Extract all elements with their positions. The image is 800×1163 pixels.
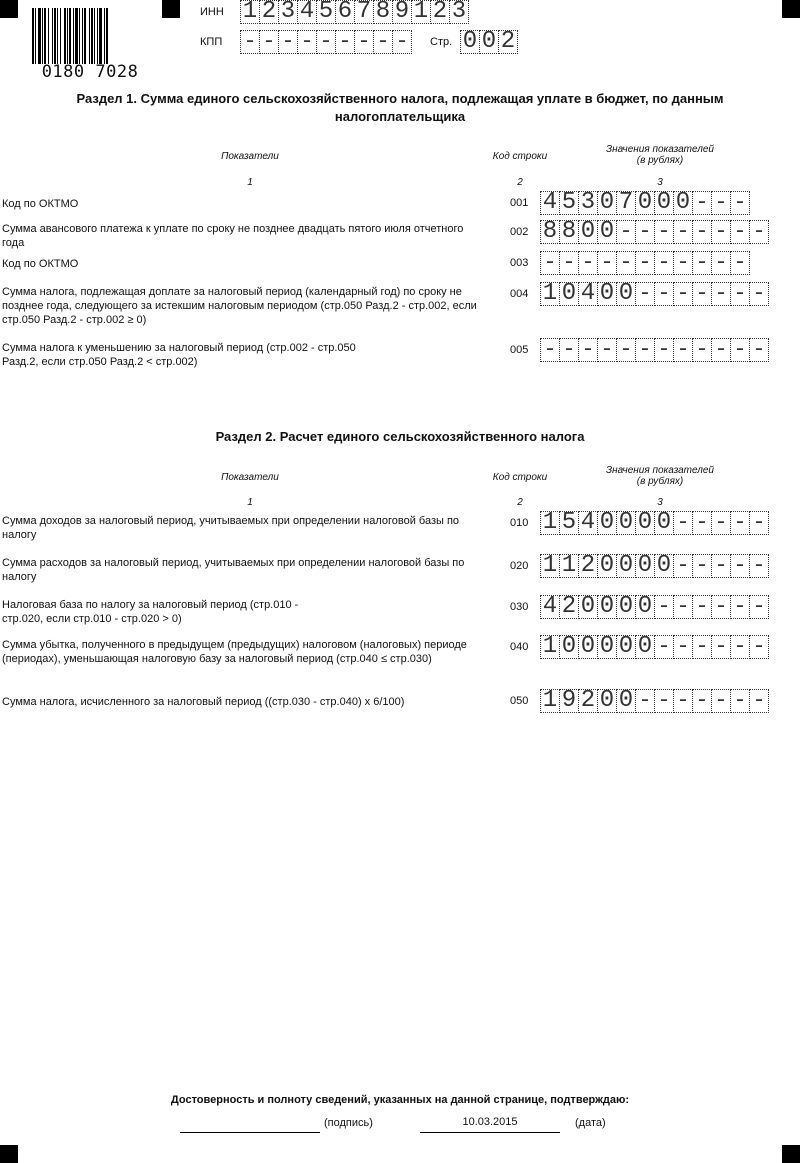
date-line	[420, 1132, 560, 1133]
input-cell[interactable]: 0	[597, 511, 617, 535]
input-cell[interactable]: 3	[278, 0, 298, 24]
section2-row-030-desc: Налоговая база по налогу за налоговый период (стр.010 - стр.020, если стр.010 - стр.020 > 0)	[2, 599, 299, 625]
input-cell[interactable]: -	[673, 251, 693, 275]
input-cell[interactable]: -	[711, 220, 731, 244]
input-cell[interactable]: 8	[559, 220, 579, 244]
corner-marker-bottom-left	[0, 1145, 18, 1163]
input-cell[interactable]: 2	[559, 595, 579, 619]
input-cell[interactable]: -	[692, 689, 712, 713]
input-cell[interactable]: 9	[392, 0, 412, 24]
section1-row-004-code: 004	[510, 288, 529, 300]
input-cell[interactable]: -	[749, 635, 769, 659]
section2-col-indicators: Показатели	[221, 472, 279, 483]
section2-row-040-desc: Сумма убытка, полученного в предыдущем (предыдущих) налоговом (налоговых) периоде (периодах), уменьшающая налоговую базу за налоговый период (стр.040 ≤ стр.030)	[2, 639, 467, 665]
section1-col-values-line2: (в рублях)	[636, 155, 684, 166]
input-cell[interactable]: -	[259, 30, 279, 54]
barcode-image	[32, 8, 150, 64]
input-cell[interactable]: -	[730, 251, 750, 275]
input-cell[interactable]: -	[673, 689, 693, 713]
input-cell[interactable]: 0	[635, 511, 655, 535]
section2-col-values	[580, 465, 740, 487]
input-cell[interactable]: -	[354, 30, 374, 54]
input-cell[interactable]: 2	[259, 0, 279, 24]
input-cell[interactable]: 0	[616, 689, 636, 713]
page-label: Стр.	[430, 36, 453, 48]
input-cell[interactable]: 0	[616, 554, 636, 578]
section2-col-code: Код строки	[492, 472, 548, 483]
input-cell[interactable]: -	[654, 282, 674, 306]
input-cell[interactable]: 0	[654, 511, 674, 535]
input-cell[interactable]: -	[730, 511, 750, 535]
input-cell[interactable]: 0	[616, 282, 636, 306]
input-cell[interactable]: 4	[578, 511, 598, 535]
input-cell[interactable]: 3	[578, 191, 598, 215]
input-cell[interactable]: -	[749, 220, 769, 244]
section1-col-code: Код строки	[492, 151, 548, 162]
input-cell[interactable]: -	[692, 282, 712, 306]
input-cell[interactable]: 2	[578, 689, 598, 713]
corner-marker-bottom-right	[782, 1145, 800, 1163]
section2-row-020-code: 020	[510, 560, 529, 572]
input-cell[interactable]: -	[692, 251, 712, 275]
input-cell[interactable]: 9	[559, 689, 579, 713]
section1-title-line1: Раздел 1. Сумма единого сельскохозяйственного налога, подлежащая уплате в бюджет, по данным	[76, 91, 724, 106]
input-cell[interactable]: -	[578, 338, 598, 362]
section1-col-num2: 2	[517, 177, 523, 188]
inn-label: ИНН	[200, 6, 224, 18]
input-cell[interactable]: -	[278, 30, 298, 54]
section1-row-002-code: 002	[510, 226, 529, 238]
input-cell[interactable]: -	[711, 554, 731, 578]
input-cell[interactable]: 0	[597, 191, 617, 215]
footer-confirm-text: Достоверность и полноту сведений, указанных на данной странице, подтверждаю:	[170, 1094, 630, 1106]
input-cell[interactable]: 0	[673, 191, 693, 215]
input-cell[interactable]: 1	[540, 554, 560, 578]
section1-row-002-desc: Сумма авансового платежа к уплате по сроку не позднее двадцать пятого июля отчетного года	[2, 223, 464, 249]
input-cell[interactable]: 4	[578, 282, 598, 306]
section1-row-001-code: 001	[510, 197, 529, 209]
kpp-field[interactable]	[240, 30, 411, 54]
date-label: (дата)	[575, 1117, 606, 1129]
input-cell[interactable]: 0	[559, 282, 579, 306]
section2-col-num1: 1	[247, 497, 253, 508]
input-cell[interactable]: -	[730, 689, 750, 713]
input-cell[interactable]: 1	[411, 0, 431, 24]
input-cell[interactable]: 0	[597, 635, 617, 659]
section2-row-020-value[interactable]	[540, 554, 768, 578]
input-cell[interactable]: -	[616, 251, 636, 275]
inn-field[interactable]	[240, 0, 468, 24]
section2-row-050-desc: Сумма налога, исчисленного за налоговый период ((стр.030 - стр.040) x 6/100)	[2, 696, 405, 708]
input-cell[interactable]: -	[616, 220, 636, 244]
input-cell[interactable]: -	[711, 635, 731, 659]
corner-marker-top-right	[782, 0, 800, 18]
corner-marker-top-mid	[162, 0, 180, 18]
input-cell[interactable]: 2	[578, 554, 598, 578]
input-cell[interactable]: -	[597, 251, 617, 275]
section2-row-030-code: 030	[510, 601, 529, 613]
input-cell[interactable]: 4	[297, 0, 317, 24]
input-cell[interactable]: -	[711, 191, 731, 215]
input-cell[interactable]: 0	[559, 635, 579, 659]
section2-row-030-value[interactable]	[540, 595, 768, 619]
input-cell[interactable]: -	[711, 251, 731, 275]
input-cell[interactable]: -	[654, 338, 674, 362]
input-cell[interactable]: 2	[430, 0, 450, 24]
section1-row-003-code: 003	[510, 257, 529, 269]
input-cell[interactable]: -	[654, 220, 674, 244]
input-cell[interactable]: -	[635, 251, 655, 275]
input-cell[interactable]: -	[673, 635, 693, 659]
input-cell[interactable]: 6	[335, 0, 355, 24]
input-cell[interactable]: -	[578, 251, 598, 275]
input-cell[interactable]: 0	[479, 30, 499, 54]
input-cell[interactable]: -	[540, 251, 560, 275]
section1-col-values	[580, 144, 740, 166]
input-cell[interactable]: 8	[540, 220, 560, 244]
input-cell[interactable]: -	[730, 191, 750, 215]
input-cell[interactable]: -	[711, 511, 731, 535]
date-value[interactable]: 10.03.2015	[462, 1116, 518, 1128]
section1-col-indicators: Показатели	[221, 151, 279, 162]
signature-line[interactable]	[180, 1132, 320, 1133]
input-cell[interactable]: -	[673, 595, 693, 619]
input-cell[interactable]: -	[730, 220, 750, 244]
section1-row-004-value[interactable]	[540, 282, 768, 306]
section2-row-050-value[interactable]	[540, 689, 768, 713]
input-cell[interactable]: 0	[616, 635, 636, 659]
section1-col-num3: 3	[657, 177, 663, 188]
input-cell[interactable]: -	[692, 554, 712, 578]
input-cell[interactable]: 0	[654, 191, 674, 215]
section2-row-010-code: 010	[510, 517, 529, 529]
input-cell[interactable]: 0	[597, 554, 617, 578]
section1-row-005-code: 005	[510, 344, 529, 356]
input-cell[interactable]: -	[616, 338, 636, 362]
input-cell[interactable]: -	[240, 30, 260, 54]
input-cell[interactable]: -	[692, 511, 712, 535]
input-cell[interactable]: -	[692, 191, 712, 215]
input-cell[interactable]: -	[711, 595, 731, 619]
input-cell[interactable]: -	[692, 220, 712, 244]
section1-title-line2: налогоплательщика	[334, 109, 466, 124]
section2-col-num3: 3	[657, 497, 663, 508]
section1-col-num1: 1	[247, 177, 253, 188]
section2-col-num2: 2	[517, 497, 523, 508]
input-cell[interactable]: -	[297, 30, 317, 54]
input-cell[interactable]: 1	[540, 689, 560, 713]
signature-label: (подпись)	[324, 1117, 373, 1129]
input-cell[interactable]: 8	[373, 0, 393, 24]
input-cell[interactable]: -	[730, 282, 750, 306]
input-cell[interactable]: 5	[559, 511, 579, 535]
section2-row-020-desc: Сумма расходов за налоговый период, учитываемых при определении налоговой базы по налогу	[2, 557, 465, 583]
section2-row-050-code: 050	[510, 695, 529, 707]
input-cell[interactable]: -	[673, 220, 693, 244]
input-cell[interactable]: -	[635, 689, 655, 713]
input-cell[interactable]: -	[335, 30, 355, 54]
input-cell[interactable]: -	[635, 220, 655, 244]
input-cell[interactable]: 7	[616, 191, 636, 215]
input-cell[interactable]: 0	[597, 689, 617, 713]
input-cell[interactable]: 5	[316, 0, 336, 24]
input-cell[interactable]: -	[597, 338, 617, 362]
input-cell[interactable]: 1	[540, 282, 560, 306]
input-cell[interactable]: 0	[635, 635, 655, 659]
input-cell[interactable]: -	[654, 635, 674, 659]
section1-row-003-desc: Код по ОКТМО	[2, 258, 79, 270]
page-number-field[interactable]	[460, 30, 517, 54]
section2-title: Раздел 2. Расчет единого сельскохозяйственного налога	[215, 429, 585, 444]
input-cell[interactable]: 0	[578, 595, 598, 619]
kpp-label: КПП	[200, 36, 223, 48]
input-cell[interactable]: -	[692, 595, 712, 619]
section2-col-values-line1: Значения показателей	[605, 465, 714, 476]
input-cell[interactable]: -	[540, 338, 560, 362]
input-cell[interactable]: -	[749, 554, 769, 578]
input-cell[interactable]: -	[730, 554, 750, 578]
input-cell[interactable]: 4	[540, 191, 560, 215]
section1-title	[0, 90, 800, 126]
input-cell[interactable]: -	[373, 30, 393, 54]
input-cell[interactable]: 0	[578, 220, 598, 244]
section2-row-040-value[interactable]	[540, 635, 768, 659]
input-cell[interactable]: 3	[449, 0, 469, 24]
input-cell[interactable]: -	[635, 338, 655, 362]
input-cell[interactable]: -	[316, 30, 336, 54]
input-cell[interactable]: 0	[635, 554, 655, 578]
input-cell[interactable]: 0	[635, 191, 655, 215]
input-cell[interactable]: -	[711, 282, 731, 306]
input-cell[interactable]: 5	[559, 191, 579, 215]
input-cell[interactable]: -	[654, 689, 674, 713]
input-cell[interactable]: -	[673, 511, 693, 535]
section2-row-040-code: 040	[510, 641, 529, 653]
input-cell[interactable]: 7	[354, 0, 374, 24]
input-cell[interactable]: 0	[616, 511, 636, 535]
input-cell[interactable]: 0	[597, 595, 617, 619]
input-cell[interactable]: 1	[240, 0, 260, 24]
input-cell[interactable]: 0	[597, 282, 617, 306]
input-cell[interactable]: 1	[559, 554, 579, 578]
section1-row-005-value[interactable]	[540, 338, 768, 362]
input-cell[interactable]: -	[654, 251, 674, 275]
input-cell[interactable]: -	[559, 251, 579, 275]
input-cell[interactable]: 0	[597, 220, 617, 244]
input-cell[interactable]: -	[673, 338, 693, 362]
input-cell[interactable]: -	[692, 338, 712, 362]
input-cell[interactable]: -	[673, 282, 693, 306]
input-cell[interactable]: 0	[460, 30, 480, 54]
input-cell[interactable]: -	[673, 554, 693, 578]
input-cell[interactable]: 0	[654, 554, 674, 578]
input-cell[interactable]: -	[730, 635, 750, 659]
input-cell[interactable]: -	[711, 338, 731, 362]
input-cell[interactable]: -	[635, 282, 655, 306]
input-cell[interactable]: -	[654, 595, 674, 619]
input-cell[interactable]: -	[730, 338, 750, 362]
input-cell[interactable]: -	[749, 595, 769, 619]
corner-marker-top-left	[0, 0, 18, 18]
input-cell[interactable]: -	[711, 689, 731, 713]
input-cell[interactable]: 2	[498, 30, 518, 54]
section2-row-010-value[interactable]	[540, 511, 768, 535]
input-cell[interactable]: -	[749, 511, 769, 535]
section1-col-values-line1: Значения показателей	[605, 144, 714, 155]
section1-row-002-value[interactable]	[540, 220, 768, 244]
input-cell[interactable]: 0	[578, 635, 598, 659]
input-cell[interactable]: -	[749, 282, 769, 306]
input-cell[interactable]: -	[749, 338, 769, 362]
barcode-number: 0180 7028	[41, 62, 139, 82]
input-cell[interactable]: 4	[540, 595, 560, 619]
section1-row-004-desc: Сумма налога, подлежащая доплате за налоговый период (календарный год) по сроку не позднее года, следующего за истекшим налоговым периодом (стр.050 Разд.2 - стр.002, если стр.050 Разд.2 - стр.002 ≥ 0)	[2, 286, 477, 326]
section2-col-values-line2: (в рублях)	[636, 476, 684, 487]
input-cell[interactable]: 0	[616, 595, 636, 619]
section1-row-003-value[interactable]	[540, 251, 749, 275]
section1-row-005-desc: Сумма налога к уменьшению за налоговый период (стр.002 - стр.050 Разд.2, если стр.050 Разд.2 < стр.002)	[2, 342, 356, 368]
section1-row-001-desc: Код по ОКТМО	[2, 198, 79, 210]
input-cell[interactable]: 1	[540, 511, 560, 535]
input-cell[interactable]: -	[749, 689, 769, 713]
input-cell[interactable]: -	[392, 30, 412, 54]
input-cell[interactable]: 1	[540, 635, 560, 659]
input-cell[interactable]: -	[730, 595, 750, 619]
input-cell[interactable]: -	[692, 635, 712, 659]
section1-row-001-value[interactable]	[540, 191, 749, 215]
input-cell[interactable]: 0	[635, 595, 655, 619]
section2-row-010-desc: Сумма доходов за налоговый период, учитываемых при определении налоговой базы по налогу	[2, 515, 460, 541]
input-cell[interactable]: -	[559, 338, 579, 362]
